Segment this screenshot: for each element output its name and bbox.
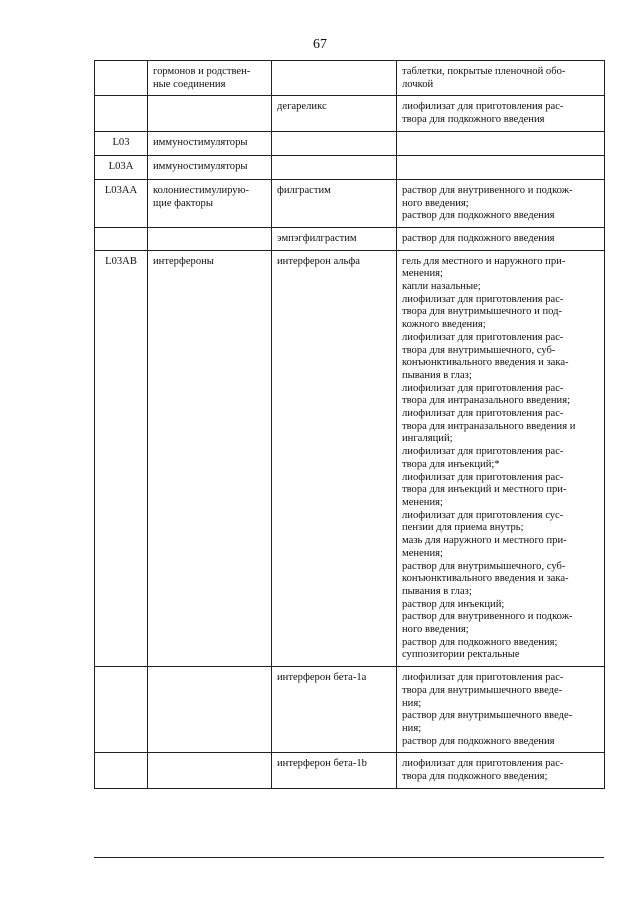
group-cell — [148, 667, 272, 753]
forms-cell: лиофилизат для приготовления рас- твора для подкожного введения; — [397, 753, 605, 788]
table-row — [95, 753, 605, 788]
code-cell: L03AB — [95, 250, 148, 667]
forms-cell: раствор для подкожного введения — [397, 227, 605, 250]
forms-cell: гель для местного и наружного при- менения; капли назальные; лиофилизат для приготовления рас- твора для внутримышечного и под- кожного введения; лиофилизат для приготовления рас- твора для внутримышечного, суб- конъюнктивального введения и зака- пывания в глаз; лиофилизат для приготовления рас- твора для интраназального введения; лиофилизат для приготовления рас- твора для интраназального введения и ингаляций; лиофилизат для приготовления рас- твора для инъекций;* лиофилизат для приготовления рас- твора для инъекций и местного при- менения; лиофилизат для приготовления сус- пензии для приема внутрь; мазь для наружного и местного при- менения; раствор для внутримышечного, суб- конъюнктивального введения и зака- пывания в глаз; раствор для инъекций; раствор для внутривенного и подкож- ного введения; раствор для подкожного введения; суппозитории ректальные — [397, 250, 605, 667]
code-cell: L03 — [95, 131, 148, 155]
inn-cell — [272, 131, 397, 155]
group-cell: интерфероны — [148, 250, 272, 667]
forms-cell: лиофилизат для приготовления рас- твора для внутримышечного введе- ния; раствор для внутримышечного введе- ния; раствор для подкожного введения — [397, 667, 605, 753]
table-row — [95, 667, 605, 753]
group-cell: колониестимулирую- щие факторы — [148, 179, 272, 227]
group-cell: иммуностимуляторы — [148, 155, 272, 179]
code-cell — [95, 61, 148, 96]
group-cell: иммуностимуляторы — [148, 131, 272, 155]
table-row — [95, 227, 605, 250]
inn-cell: интерферон бета-1a — [272, 667, 397, 753]
group-cell — [148, 96, 272, 131]
code-cell — [95, 753, 148, 788]
group-cell — [148, 753, 272, 788]
inn-cell: дегареликс — [272, 96, 397, 131]
code-cell — [95, 667, 148, 753]
table-bottom-border — [94, 857, 604, 858]
table-row — [95, 96, 605, 131]
drug-table — [94, 60, 605, 789]
table-row — [95, 155, 605, 179]
forms-cell: таблетки, покрытые пленочной обо- лочкой — [397, 61, 605, 96]
inn-cell: интерферон альфа — [272, 250, 397, 667]
forms-cell: раствор для внутривенного и подкож- ного введения; раствор для подкожного введения — [397, 179, 605, 227]
code-cell: L03A — [95, 155, 148, 179]
forms-cell: лиофилизат для приготовления рас- твора для подкожного введения — [397, 96, 605, 131]
forms-cell — [397, 155, 605, 179]
inn-cell: эмпэгфилграстим — [272, 227, 397, 250]
code-cell — [95, 227, 148, 250]
table-row — [95, 61, 605, 96]
forms-cell — [397, 131, 605, 155]
inn-cell: филграстим — [272, 179, 397, 227]
group-cell: гормонов и родствен- ные соединения — [148, 61, 272, 96]
code-cell: L03AA — [95, 179, 148, 227]
code-cell — [95, 96, 148, 131]
table-row — [95, 250, 605, 667]
table-body — [95, 61, 605, 789]
inn-cell — [272, 61, 397, 96]
table-row — [95, 131, 605, 155]
group-cell — [148, 227, 272, 250]
inn-cell: интерферон бета-1b — [272, 753, 397, 788]
inn-cell — [272, 155, 397, 179]
table-row — [95, 179, 605, 227]
page-number: 67 — [313, 37, 327, 52]
